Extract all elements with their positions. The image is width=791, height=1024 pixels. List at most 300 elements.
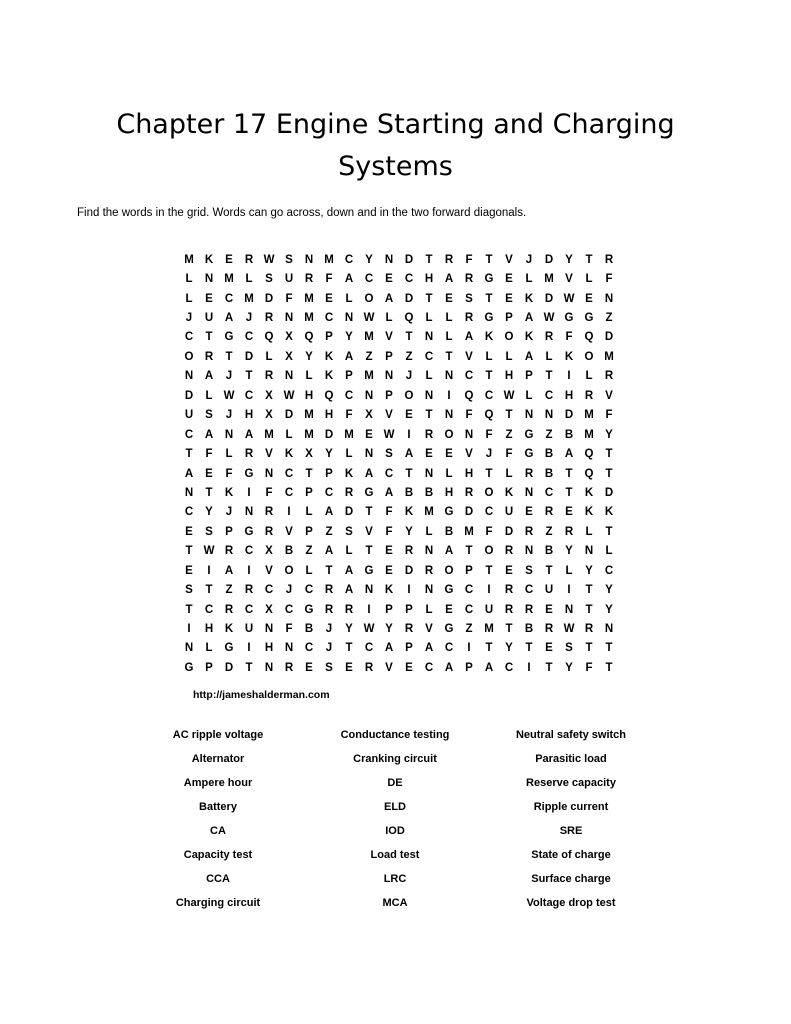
grid-letter: K <box>384 584 394 597</box>
grid-letter: Q <box>464 389 474 402</box>
grid-letter: D <box>564 409 574 422</box>
grid-letter: G <box>304 603 314 616</box>
grid-letter: A <box>444 545 454 558</box>
grid-letter: F <box>485 525 493 538</box>
grid-letter: E <box>545 642 553 655</box>
grid-letter: F <box>605 273 613 286</box>
grid-letter: T <box>205 486 213 499</box>
grid-letter: W <box>363 623 375 636</box>
grid-letter: R <box>424 428 434 441</box>
grid-letter: Y <box>565 661 573 674</box>
grid-letter: N <box>424 467 434 480</box>
grid-letter: E <box>205 292 213 305</box>
grid-letter: U <box>184 409 194 422</box>
grid-letter: R <box>324 584 334 597</box>
grid-letter: F <box>285 292 293 305</box>
grid-letter: T <box>565 467 573 480</box>
grid-letter: N <box>184 642 194 655</box>
grid-letter: N <box>464 428 474 441</box>
grid-letter: N <box>184 370 194 383</box>
grid-letter: M <box>264 428 274 441</box>
grid-letter: C <box>404 273 414 286</box>
grid-letter: D <box>544 292 554 305</box>
grid-letter: C <box>484 389 494 402</box>
grid-letter: A <box>224 312 234 325</box>
grid-letter: C <box>484 506 494 519</box>
grid-letter: E <box>545 603 553 616</box>
grid-letter: C <box>184 331 194 344</box>
grid-letter: P <box>385 603 393 616</box>
grid-letter: C <box>364 642 374 655</box>
grid-letter: T <box>485 253 493 266</box>
grid-letter: D <box>604 331 614 344</box>
grid-letter: T <box>425 409 433 422</box>
grid-letter: T <box>225 350 233 363</box>
grid-letter: R <box>464 486 474 499</box>
grid-letter: B <box>544 545 554 558</box>
grid-letter: W <box>363 312 375 325</box>
grid-letter: C <box>424 661 434 674</box>
grid-letter: T <box>485 370 493 383</box>
grid-letter: E <box>385 564 393 577</box>
grid-letter: G <box>244 467 254 480</box>
word-list-item: IOD <box>385 825 405 837</box>
grid-letter: F <box>265 486 273 499</box>
grid-letter: P <box>305 486 313 499</box>
grid-letter: U <box>284 273 294 286</box>
grid-letter: J <box>245 312 253 325</box>
grid-letter: R <box>564 525 574 538</box>
grid-letter: J <box>225 409 233 422</box>
grid-letter: Z <box>225 584 233 597</box>
grid-letter: E <box>425 448 433 461</box>
grid-letter: Q <box>404 312 414 325</box>
word-list-item: MCA <box>382 897 408 909</box>
grid-letter: S <box>205 525 213 538</box>
grid-letter: X <box>285 350 293 363</box>
grid-letter: V <box>425 623 433 636</box>
grid-letter: T <box>585 253 593 266</box>
grid-letter: S <box>265 273 273 286</box>
grid-letter: N <box>564 603 574 616</box>
grid-letter: V <box>385 661 393 674</box>
grid-letter: Z <box>545 428 553 441</box>
grid-letter: L <box>265 350 273 363</box>
grid-letter: Q <box>324 389 334 402</box>
grid-letter: L <box>345 448 353 461</box>
grid-letter: X <box>305 448 313 461</box>
grid-letter: I <box>247 564 251 577</box>
grid-letter: I <box>447 389 451 402</box>
grid-letter: M <box>364 370 374 383</box>
grid-letter: J <box>225 370 233 383</box>
grid-letter: A <box>204 428 214 441</box>
grid-letter: K <box>204 253 214 266</box>
grid-letter: P <box>385 350 393 363</box>
grid-letter: B <box>544 448 554 461</box>
grid-letter: V <box>565 273 573 286</box>
grid-letter: V <box>265 564 273 577</box>
grid-letter: W <box>563 623 575 636</box>
grid-letter: L <box>225 448 233 461</box>
grid-letter: V <box>465 448 473 461</box>
grid-letter: C <box>464 603 474 616</box>
grid-letter: C <box>604 564 614 577</box>
grid-letter: J <box>285 584 293 597</box>
grid-letter: A <box>524 312 534 325</box>
grid-letter: M <box>324 253 334 266</box>
grid-letter: L <box>565 564 573 577</box>
grid-letter: L <box>585 525 593 538</box>
word-list-item: DE <box>387 777 403 789</box>
grid-letter: Y <box>585 564 593 577</box>
grid-letter: F <box>345 409 353 422</box>
grid-letter: G <box>444 623 454 636</box>
grid-letter: L <box>345 292 353 305</box>
grid-letter: S <box>565 642 573 655</box>
grid-letter: Q <box>304 331 314 344</box>
grid-letter: P <box>385 389 393 402</box>
grid-letter: B <box>304 623 314 636</box>
grid-letter: C <box>184 428 194 441</box>
grid-letter: D <box>404 292 414 305</box>
grid-letter: S <box>325 661 333 674</box>
grid-letter: R <box>344 486 354 499</box>
grid-letter: C <box>544 486 554 499</box>
grid-letter: D <box>404 564 414 577</box>
word-list-item: Reserve capacity <box>526 777 616 789</box>
grid-letter: L <box>305 506 313 519</box>
grid-letter: T <box>485 292 493 305</box>
grid-letter: T <box>365 506 373 519</box>
grid-letter: N <box>364 584 374 597</box>
grid-letter: L <box>505 467 513 480</box>
grid-letter: R <box>504 545 514 558</box>
grid-letter: N <box>364 389 374 402</box>
grid-letter: Y <box>365 253 373 266</box>
grid-letter: Q <box>584 467 594 480</box>
grid-letter: R <box>224 545 234 558</box>
grid-letter: F <box>585 661 593 674</box>
grid-letter: G <box>244 525 254 538</box>
grid-letter: Q <box>584 448 594 461</box>
grid-letter: F <box>225 467 233 480</box>
grid-letter: G <box>184 661 194 674</box>
grid-letter: T <box>365 545 373 558</box>
grid-letter: V <box>385 331 393 344</box>
grid-letter: J <box>225 506 233 519</box>
grid-letter: C <box>284 486 294 499</box>
grid-letter: U <box>504 506 514 519</box>
grid-letter: T <box>545 661 553 674</box>
grid-letter: T <box>245 370 253 383</box>
grid-letter: F <box>325 273 333 286</box>
grid-letter: R <box>464 273 474 286</box>
grid-letter: C <box>244 545 254 558</box>
grid-letter: C <box>284 603 294 616</box>
grid-letter: I <box>187 623 191 636</box>
grid-letter: C <box>264 584 274 597</box>
grid-letter: Q <box>484 409 494 422</box>
grid-letter: F <box>205 448 213 461</box>
grid-letter: K <box>224 486 234 499</box>
grid-letter: K <box>344 467 354 480</box>
grid-letter: Z <box>325 525 333 538</box>
grid-letter: R <box>544 623 554 636</box>
grid-letter: W <box>383 428 395 441</box>
grid-letter: L <box>585 370 593 383</box>
grid-letter: L <box>205 642 213 655</box>
word-list-item: Ripple current <box>533 801 609 813</box>
grid-letter: O <box>184 350 194 363</box>
grid-letter: E <box>565 506 573 519</box>
grid-letter: E <box>325 292 333 305</box>
grid-letter: F <box>605 409 613 422</box>
grid-letter: F <box>385 525 393 538</box>
grid-letter: U <box>204 312 214 325</box>
grid-letter: J <box>485 448 493 461</box>
grid-letter: R <box>604 370 614 383</box>
grid-letter: T <box>585 603 593 616</box>
grid-letter: E <box>505 292 513 305</box>
word-list-item: ELD <box>384 801 406 813</box>
grid-letter: N <box>544 409 554 422</box>
grid-letter: A <box>524 350 534 363</box>
grid-letter: W <box>223 389 235 402</box>
grid-letter: V <box>285 525 293 538</box>
grid-letter: A <box>324 506 334 519</box>
grid-letter: I <box>367 603 371 616</box>
grid-letter: G <box>364 486 374 499</box>
word-list-item: Battery <box>199 801 237 813</box>
grid-letter: G <box>364 564 374 577</box>
grid-letter: T <box>485 642 493 655</box>
grid-letter: E <box>185 564 193 577</box>
grid-letter: M <box>304 292 314 305</box>
grid-letter: D <box>184 389 194 402</box>
grid-letter: D <box>404 253 414 266</box>
grid-letter: E <box>185 525 193 538</box>
grid-letter: H <box>204 623 214 636</box>
grid-letter: C <box>304 584 314 597</box>
grid-letter: S <box>525 564 533 577</box>
word-list-item: Conductance testing <box>340 729 450 741</box>
grid-letter: E <box>365 428 373 441</box>
grid-letter: C <box>204 603 214 616</box>
grid-letter: X <box>265 603 273 616</box>
grid-letter: L <box>385 312 393 325</box>
grid-letter: L <box>445 331 453 344</box>
grid-letter: T <box>465 545 473 558</box>
grid-letter: E <box>445 603 453 616</box>
grid-letter: W <box>563 292 575 305</box>
grid-letter: T <box>605 661 613 674</box>
grid-letter: G <box>484 273 494 286</box>
word-list <box>0 723 791 923</box>
grid-letter: S <box>205 409 213 422</box>
grid-letter: V <box>465 350 473 363</box>
grid-letter: H <box>464 467 474 480</box>
grid-letter: T <box>185 603 193 616</box>
grid-letter: N <box>424 584 434 597</box>
grid-letter: L <box>425 603 433 616</box>
grid-letter: K <box>564 350 574 363</box>
word-list-column-3 <box>451 723 691 915</box>
grid-letter: A <box>384 642 394 655</box>
grid-letter: Y <box>305 350 313 363</box>
grid-letter: I <box>407 584 411 597</box>
grid-letter: W <box>263 253 275 266</box>
grid-letter: N <box>184 486 194 499</box>
grid-letter: I <box>247 486 251 499</box>
grid-letter: N <box>424 331 434 344</box>
grid-letter: H <box>324 409 334 422</box>
grid-letter: X <box>265 389 273 402</box>
grid-letter: N <box>204 273 214 286</box>
grid-letter: K <box>404 506 414 519</box>
grid-letter: S <box>345 525 353 538</box>
grid-letter: M <box>304 312 314 325</box>
grid-letter: F <box>485 428 493 441</box>
grid-letter: D <box>284 409 294 422</box>
grid-letter: P <box>325 467 333 480</box>
grid-letter: T <box>425 253 433 266</box>
grid-letter: P <box>325 331 333 344</box>
grid-letter: N <box>244 506 254 519</box>
grid-letter: L <box>305 370 313 383</box>
grid-letter: P <box>465 661 473 674</box>
grid-letter: S <box>465 292 473 305</box>
grid-letter: E <box>305 661 313 674</box>
word-list-item: State of charge <box>531 849 611 861</box>
grid-letter: C <box>464 584 474 597</box>
grid-letter: D <box>264 292 274 305</box>
grid-letter: R <box>244 253 254 266</box>
grid-letter: E <box>525 506 533 519</box>
grid-letter: V <box>265 448 273 461</box>
grid-letter: T <box>325 564 333 577</box>
grid-letter: M <box>364 331 374 344</box>
grid-letter: E <box>405 661 413 674</box>
grid-letter: C <box>364 273 374 286</box>
grid-letter: V <box>365 525 373 538</box>
grid-letter: M <box>464 525 474 538</box>
grid-letter: K <box>524 331 534 344</box>
grid-letter: G <box>444 584 454 597</box>
grid-letter: O <box>364 292 374 305</box>
grid-letter: O <box>444 428 454 441</box>
grid-letter: E <box>225 253 233 266</box>
grid-letter: N <box>284 312 294 325</box>
grid-letter: E <box>505 273 513 286</box>
word-list-item: CCA <box>206 873 230 885</box>
grid-letter: T <box>445 350 453 363</box>
word-list-item: Surface charge <box>531 873 611 885</box>
grid-letter: I <box>567 370 571 383</box>
grid-letter: R <box>264 312 274 325</box>
grid-letter: O <box>504 331 514 344</box>
grid-letter: N <box>524 545 534 558</box>
grid-letter: P <box>405 642 413 655</box>
grid-letter: A <box>344 273 354 286</box>
grid-letter: H <box>264 642 274 655</box>
grid-letter: E <box>345 661 353 674</box>
grid-letter: K <box>584 486 594 499</box>
grid-letter: B <box>564 428 574 441</box>
grid-letter: N <box>424 545 434 558</box>
grid-letter: R <box>544 331 554 344</box>
grid-letter: Q <box>584 331 594 344</box>
grid-letter: X <box>265 409 273 422</box>
grid-letter: Y <box>565 253 573 266</box>
grid-letter: I <box>567 584 571 597</box>
grid-letter: I <box>247 642 251 655</box>
grid-letter: B <box>284 545 294 558</box>
grid-letter: N <box>264 467 274 480</box>
grid-letter: T <box>545 564 553 577</box>
grid-letter: R <box>324 603 334 616</box>
grid-letter: M <box>244 292 254 305</box>
grid-letter: M <box>344 428 354 441</box>
grid-letter: T <box>305 467 313 480</box>
word-list-item: AC ripple voltage <box>172 729 264 741</box>
grid-letter: L <box>585 273 593 286</box>
grid-letter: D <box>504 525 514 538</box>
grid-letter: L <box>505 350 513 363</box>
grid-letter: Z <box>465 623 473 636</box>
grid-letter: V <box>605 389 613 402</box>
grid-letter: R <box>264 370 274 383</box>
grid-letter: Z <box>605 312 613 325</box>
grid-letter: R <box>464 312 474 325</box>
grid-letter: T <box>405 331 413 344</box>
word-list-item: SRE <box>559 825 583 837</box>
grid-letter: T <box>525 642 533 655</box>
grid-letter: I <box>487 584 491 597</box>
grid-letter: D <box>244 350 254 363</box>
word-list-item: Cranking circuit <box>353 753 437 765</box>
grid-letter: E <box>385 273 393 286</box>
grid-letter: F <box>385 506 393 519</box>
grid-letter: N <box>264 661 274 674</box>
grid-letter: C <box>324 312 334 325</box>
grid-letter: G <box>564 312 574 325</box>
grid-letter: F <box>565 331 573 344</box>
grid-letter: T <box>485 467 493 480</box>
grid-letter: Y <box>505 642 513 655</box>
grid-letter: I <box>287 506 291 519</box>
grid-letter: M <box>424 506 434 519</box>
grid-letter: W <box>283 389 295 402</box>
grid-letter: G <box>524 448 534 461</box>
grid-letter: N <box>384 370 394 383</box>
grid-letter: Y <box>325 448 333 461</box>
grid-letter: R <box>404 545 414 558</box>
word-list-item: Capacity test <box>183 849 253 861</box>
grid-letter: I <box>407 428 411 441</box>
grid-letter: V <box>385 409 393 422</box>
grid-letter: H <box>564 389 574 402</box>
grid-letter: Z <box>545 525 553 538</box>
grid-letter: L <box>245 273 253 286</box>
source-url: http://jameshalderman.com <box>193 689 330 701</box>
grid-letter: A <box>364 467 374 480</box>
grid-letter: N <box>224 428 234 441</box>
grid-letter: D <box>604 486 614 499</box>
grid-letter: H <box>244 409 254 422</box>
grid-letter: S <box>385 448 393 461</box>
word-search-grid <box>179 250 619 678</box>
